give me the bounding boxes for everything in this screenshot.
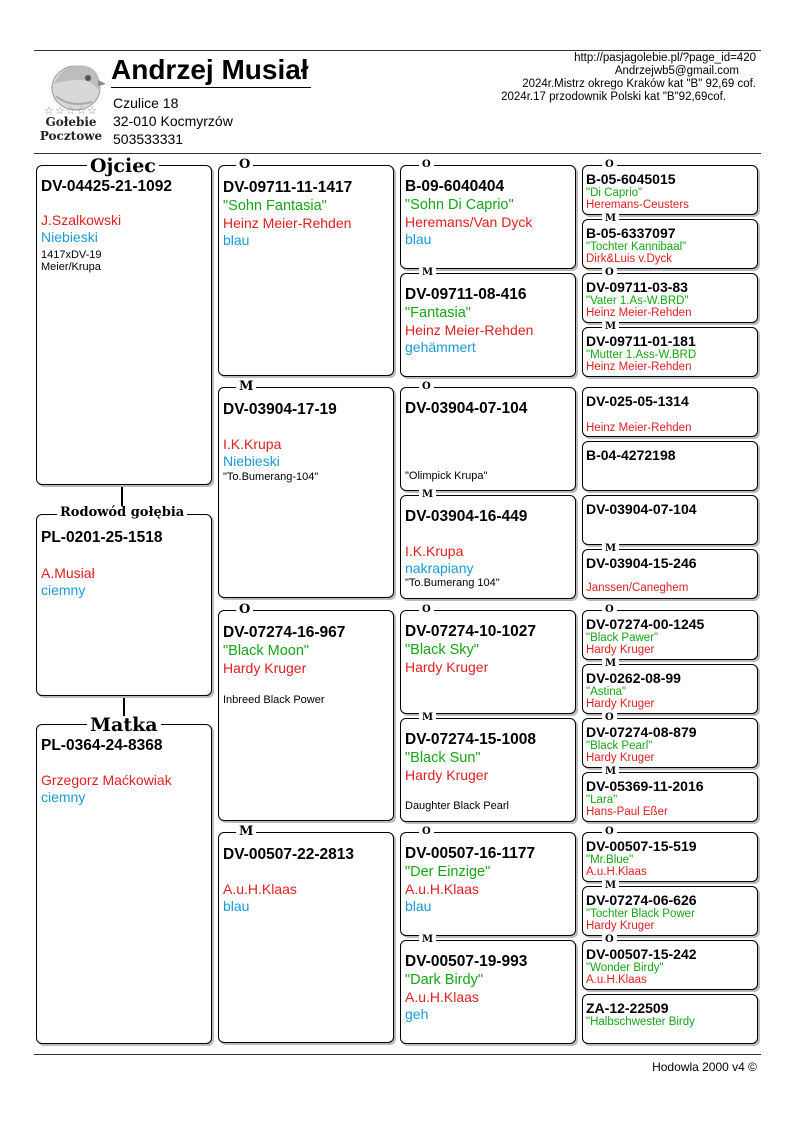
- sire-dam-card[interactable]: [218, 387, 394, 598]
- g4-card-3[interactable]: [582, 273, 758, 323]
- g4-16-name: "Halbschwester Birdy: [586, 1016, 695, 1028]
- g4-8-breeder: Janssen/Caneghem: [586, 582, 689, 594]
- g4-1-name: "Di Caprio": [586, 187, 643, 199]
- g3-5-sex: O: [419, 605, 434, 615]
- g4-2-sex: M: [602, 214, 619, 224]
- g4-2-name: "Tochter Kannibaal": [586, 241, 687, 253]
- g3-5-ring: DV-07274-10-1027: [405, 623, 536, 640]
- g4-16-ring: ZA-12-22509: [586, 1000, 669, 1016]
- g3-2-sex: M: [419, 268, 436, 278]
- g4-14-ring: DV-07274-06-626: [586, 892, 697, 908]
- g4-card-1[interactable]: [582, 165, 758, 215]
- sire-dam-sex: M: [236, 380, 256, 393]
- sire-dam-color: Niebieski: [223, 453, 280, 469]
- g4-card-16[interactable]: [582, 994, 758, 1044]
- g4-card-12[interactable]: [582, 772, 758, 822]
- subject-card[interactable]: [36, 514, 212, 696]
- g3-4-color: nakrapiany: [405, 560, 474, 576]
- logo-stars: ☆☆☆☆☆: [43, 105, 99, 117]
- owner-name: Andrzej Musiał: [111, 54, 311, 88]
- dam-sire-note: Inbreed Black Power: [223, 694, 325, 706]
- g4-14-name: "Tochter Black Power: [586, 908, 695, 920]
- sire-dam-note: "To.Bumerang-104": [223, 471, 319, 483]
- g4-card-8[interactable]: [582, 549, 758, 599]
- g4-card-5[interactable]: [582, 387, 758, 437]
- g4-3-name: "Vater 1.As-W.BRD": [586, 295, 689, 307]
- g4-11-sex: O: [602, 713, 617, 723]
- dam-color: ciemny: [41, 789, 86, 805]
- achievement-1: 2024r.Mistrz okrego Kraków kat "B" 92,69 cof.: [522, 78, 756, 90]
- g4-13-ring: DV-00507-15-519: [586, 838, 697, 854]
- footer-credit: Hodowla 2000 v4 ©: [652, 1060, 757, 1074]
- g3-3-sex: O: [419, 382, 434, 392]
- g4-card-4[interactable]: [582, 327, 758, 377]
- g4-card-7[interactable]: [582, 495, 758, 545]
- dam-label: Matka: [87, 716, 161, 735]
- g3-4-breeder: I.K.Krupa: [405, 543, 464, 559]
- g3-7-ring: DV-00507-16-1177: [405, 845, 536, 862]
- g4-3-ring: DV-09711-03-83: [586, 279, 688, 295]
- g3-card-6[interactable]: [400, 718, 576, 822]
- g3-7-color: blau: [405, 898, 432, 914]
- g4-card-9[interactable]: [582, 610, 758, 660]
- g4-15-name: "Wonder Birdy": [586, 962, 664, 974]
- dam-ring: PL-0364-24-8368: [41, 737, 163, 754]
- g3-1-breeder: Heremans/Van Dyck: [405, 214, 533, 230]
- g3-7-breeder: A.u.H.Klaas: [405, 881, 479, 897]
- pedigree-label: Rodowód gołębia: [57, 506, 187, 519]
- dam-sire-ring: DV-07274-16-967: [223, 624, 346, 641]
- g4-9-ring: DV-07274-00-1245: [586, 616, 705, 632]
- g4-2-ring: B-05-6337097: [586, 225, 676, 241]
- g3-1-sex: O: [419, 160, 434, 170]
- contact-block: [501, 52, 756, 104]
- g3-8-color: geh: [405, 1006, 429, 1022]
- g4-card-13[interactable]: [582, 832, 758, 882]
- g4-9-sex: O: [602, 605, 617, 615]
- g3-7-name: "Der Einzige": [405, 864, 491, 880]
- g4-10-name: "Astina": [586, 686, 627, 698]
- g3-4-note: "To.Bumerang 104": [405, 577, 500, 589]
- logo-caption: [36, 115, 106, 143]
- g4-11-breeder: Hardy Kruger: [586, 752, 655, 764]
- g4-11-name: "Black Pearl": [586, 740, 653, 752]
- g3-6-sex: M: [419, 713, 436, 723]
- g3-7-sex: O: [419, 827, 434, 837]
- g3-3-note: "Olimpick Krupa": [405, 470, 488, 482]
- g4-4-ring: DV-09711-01-181: [586, 333, 696, 349]
- phone-number: 503533331: [113, 131, 184, 147]
- g4-5-breeder: Heinz Meier-Rehden: [586, 422, 692, 434]
- g4-5-ring: DV-025-05-1314: [586, 393, 689, 409]
- achievement-2: 2024r.17 przodownik Polski kat "B"92,69cof.: [501, 91, 726, 103]
- sire-ring: DV-04425-21-1092: [41, 178, 172, 195]
- top-rule: [34, 50, 761, 51]
- g4-12-sex: M: [602, 767, 619, 777]
- g3-card-2[interactable]: [400, 273, 576, 377]
- sire-dam-ring: DV-03904-17-19: [223, 401, 337, 418]
- g4-10-breeder: Hardy Kruger: [586, 698, 655, 710]
- g4-card-6[interactable]: [582, 441, 758, 491]
- g3-card-1[interactable]: [400, 165, 576, 269]
- g4-card-11[interactable]: [582, 718, 758, 768]
- address-street: Czulice 18: [113, 95, 179, 111]
- g3-1-color: blau: [405, 231, 432, 247]
- sire-sire-card[interactable]: [218, 165, 394, 376]
- dam-dam-breeder: A.u.H.Klaas: [223, 881, 297, 897]
- g3-card-7[interactable]: [400, 832, 576, 936]
- g3-2-name: "Fantasia": [405, 305, 471, 321]
- sire-dam-breeder: I.K.Krupa: [223, 436, 282, 452]
- g4-7-ring: DV-03904-07-104: [586, 501, 697, 517]
- sire-sire-ring: DV-09711-11-1417: [223, 179, 353, 196]
- g3-6-note: Daughter Black Pearl: [405, 800, 509, 812]
- dam-dam-sex: M: [236, 825, 256, 838]
- g4-12-ring: DV-05369-11-2016: [586, 778, 704, 794]
- dam-sire-card[interactable]: [218, 610, 394, 821]
- g3-8-ring: DV-00507-19-993: [405, 953, 528, 970]
- g4-2-breeder: Dirk&Luis v.Dyck: [586, 253, 673, 265]
- g4-card-10[interactable]: [582, 664, 758, 714]
- g3-card-8[interactable]: [400, 940, 576, 1044]
- g4-card-2[interactable]: [582, 219, 758, 269]
- website-link[interactable]: http://pasjagolebie.pl/?page_id=420: [574, 52, 756, 64]
- g3-card-4[interactable]: [400, 495, 576, 599]
- g4-3-sex: O: [602, 268, 617, 278]
- sire-breeder: J.Szalkowski: [41, 212, 122, 228]
- sire-sire-sex: O: [236, 158, 253, 171]
- email-link[interactable]: Andrzejwb5@gmail.com: [614, 65, 739, 77]
- g4-1-breeder: Heremans-Ceusters: [586, 199, 689, 211]
- g4-1-sex: O: [602, 160, 617, 170]
- g3-card-3[interactable]: [400, 387, 576, 491]
- g3-1-ring: B-09-6040404: [405, 178, 505, 195]
- subject-color: ciemny: [41, 582, 86, 598]
- logo-line-1: Gołebie: [45, 115, 97, 129]
- g3-6-name: "Black Sun": [405, 750, 481, 766]
- g3-2-color: gehämmert: [405, 339, 476, 355]
- dam-sire-name: "Black Moon": [223, 643, 310, 659]
- g4-13-sex: O: [602, 827, 617, 837]
- g4-13-breeder: A.u.H.Klaas: [586, 866, 647, 878]
- header-rule: [34, 153, 761, 154]
- g4-4-sex: M: [602, 322, 619, 332]
- subject-breeder: A.Musiał: [41, 565, 95, 581]
- g3-1-name: "Sohn Di Caprio": [405, 197, 514, 213]
- g4-15-ring: DV-00507-15-242: [586, 946, 697, 962]
- g3-2-ring: DV-09711-08-416: [405, 286, 527, 303]
- address-city: 32-010 Kocmyrzów: [113, 113, 233, 129]
- g4-13-name: "Mr.Blue": [586, 854, 634, 866]
- dam-sire-sex: O: [236, 603, 253, 616]
- g4-12-breeder: Hans-Paul Eßer: [586, 806, 668, 818]
- g4-8-ring: DV-03904-15-246: [586, 555, 697, 571]
- logo-line-2: Pocztowe: [39, 129, 103, 143]
- g3-8-sex: M: [419, 935, 436, 945]
- g4-9-breeder: Hardy Kruger: [586, 644, 655, 656]
- sire-sire-breeder: Heinz Meier-Rehden: [223, 215, 352, 231]
- g4-3-breeder: Heinz Meier-Rehden: [586, 307, 692, 319]
- dam-dam-card[interactable]: [218, 832, 394, 1043]
- g4-14-breeder: Hardy Kruger: [586, 920, 655, 932]
- g4-card-14[interactable]: [582, 886, 758, 936]
- g4-6-ring: B-04-4272198: [586, 447, 676, 463]
- g3-5-name: "Black Sky": [405, 642, 479, 658]
- g4-11-ring: DV-07274-08-879: [586, 724, 697, 740]
- g4-card-15[interactable]: [582, 940, 758, 990]
- g3-2-breeder: Heinz Meier-Rehden: [405, 322, 534, 338]
- g3-3-ring: DV-03904-07-104: [405, 400, 528, 417]
- g4-14-sex: M: [602, 881, 619, 891]
- g3-5-breeder: Hardy Kruger: [405, 659, 489, 675]
- dam-breeder: Grzegorz Maćkowiak: [41, 772, 172, 788]
- g3-6-breeder: Hardy Kruger: [405, 767, 489, 783]
- footer-rule: [34, 1054, 761, 1055]
- dam-sire-breeder: Hardy Kruger: [223, 660, 307, 676]
- sire-note-1: 1417xDV-19: [41, 249, 102, 261]
- sire-color: Niebieski: [41, 229, 98, 245]
- g4-4-breeder: Heinz Meier-Rehden: [586, 361, 692, 373]
- sire-sire-name: "Sohn Fantasia": [223, 198, 327, 214]
- g3-8-name: "Dark Birdy": [405, 972, 483, 988]
- sire-note-2: Meier/Krupa: [41, 261, 101, 273]
- sire-card[interactable]: [36, 165, 212, 485]
- g3-card-5[interactable]: [400, 610, 576, 714]
- sire-label: Ojciec: [87, 157, 159, 176]
- g4-4-name: "Mutter 1.Ass-W.BRD: [586, 349, 697, 361]
- g4-10-sex: M: [602, 659, 619, 669]
- sire-sire-color: blau: [223, 232, 250, 248]
- g4-9-name: "Black Pawer": [586, 632, 659, 644]
- dam-dam-color: blau: [223, 898, 250, 914]
- g4-10-ring: DV-0262-08-99: [586, 670, 681, 686]
- g4-12-name: "Lara": [586, 794, 618, 806]
- g4-15-sex: O: [602, 935, 617, 945]
- dam-dam-ring: DV-00507-22-2813: [223, 846, 354, 863]
- dam-card[interactable]: [36, 724, 212, 1044]
- g4-15-breeder: A.u.H.Klaas: [586, 974, 647, 986]
- g4-1-ring: B-05-6045015: [586, 171, 676, 187]
- g3-4-sex: M: [419, 490, 436, 500]
- g4-8-sex: M: [602, 544, 619, 554]
- g3-6-ring: DV-07274-15-1008: [405, 731, 536, 748]
- g3-4-ring: DV-03904-16-449: [405, 508, 528, 525]
- subject-ring: PL-0201-25-1518: [41, 529, 163, 546]
- g3-8-breeder: A.u.H.Klaas: [405, 989, 479, 1005]
